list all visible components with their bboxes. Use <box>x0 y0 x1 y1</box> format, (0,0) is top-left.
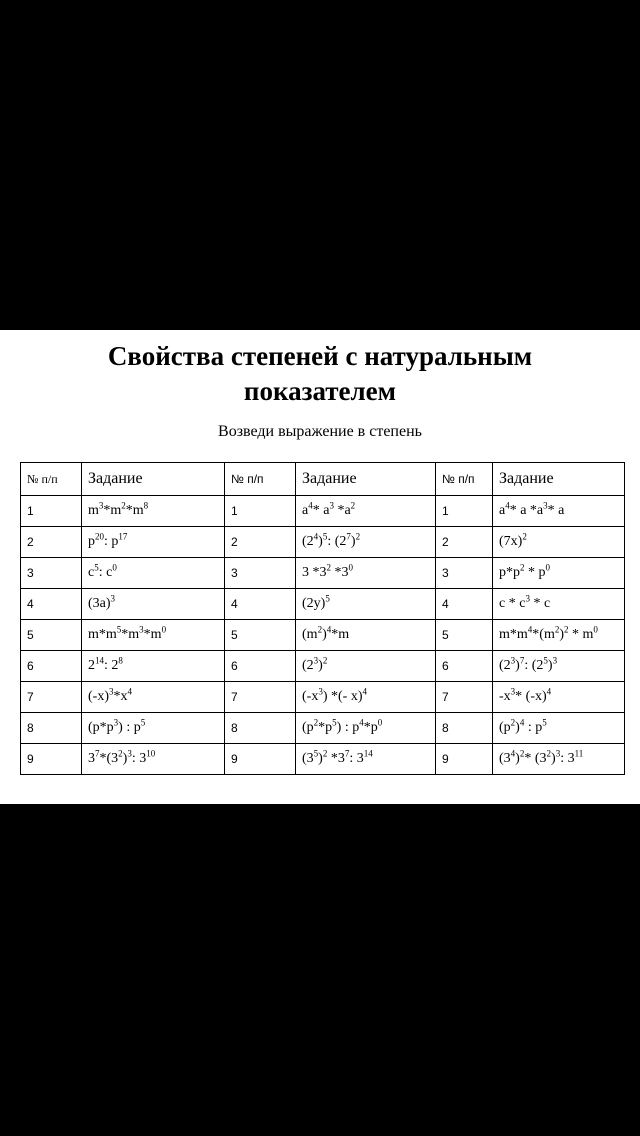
task-expression-cell: $(2^3)^7$: $(2^5)^3$ <box>493 651 625 682</box>
table-row <box>21 682 625 713</box>
task-expression-cell: $(7x)^2$ <box>493 527 625 558</box>
document-page <box>0 330 640 804</box>
table-header-row <box>21 463 625 496</box>
task-number-cell: 2 <box>21 527 82 558</box>
task-expression-cell: $m*m^4*(m^2)^2 * m^0$ <box>493 620 625 651</box>
task-expression-cell: $m*m^5*m^3*m^0$ <box>82 620 225 651</box>
task-number-cell: 6 <box>225 651 296 682</box>
table-row <box>21 527 625 558</box>
table-row <box>21 651 625 682</box>
task-number-cell: 7 <box>21 682 82 713</box>
task-expression-cell: $3^7*(3^2)^3$: $3^{10}$ <box>82 744 225 775</box>
task-number-cell: 3 <box>21 558 82 589</box>
task-number-cell: 7 <box>225 682 296 713</box>
page-title <box>0 330 640 409</box>
task-expression-cell: 3 $*3^2$ $*3^0$ <box>296 558 436 589</box>
task-number-cell: 8 <box>436 713 493 744</box>
task-number-cell: 2 <box>436 527 493 558</box>
table-row <box>21 558 625 589</box>
header-number-3: № п/п <box>436 463 493 496</box>
task-expression-cell: $(3a)^3$ <box>82 589 225 620</box>
task-number-cell: 1 <box>225 496 296 527</box>
task-number-cell: 8 <box>21 713 82 744</box>
task-number-cell: 8 <box>225 713 296 744</box>
task-number-cell: 6 <box>436 651 493 682</box>
task-number-cell: 5 <box>225 620 296 651</box>
header-task-3: Задание <box>493 463 625 496</box>
task-expression-cell: $p*p^2 * p^0$ <box>493 558 625 589</box>
task-number-cell: 9 <box>225 744 296 775</box>
task-number-cell: 2 <box>225 527 296 558</box>
header-task-2: Задание <box>296 463 436 496</box>
task-expression-cell: $2^{14}$: $2^8$ <box>82 651 225 682</box>
subtitle: Возведи выражение в степень <box>218 423 422 440</box>
title-line-2: показателем <box>243 376 397 406</box>
task-number-cell: 7 <box>436 682 493 713</box>
task-number-cell: 1 <box>436 496 493 527</box>
header-number-2: № п/п <box>225 463 296 496</box>
task-expression-cell: $(2^3)^2$ <box>296 651 436 682</box>
task-number-cell: 3 <box>225 558 296 589</box>
task-number-cell: 3 <box>436 558 493 589</box>
task-expression-cell: $a^4*$ a $*a^3*$ a <box>493 496 625 527</box>
task-expression-cell: $(3^5)^2$ $*3^7$: $3^{14}$ <box>296 744 436 775</box>
task-expression-cell: $(-x)^3*x^4$ <box>82 682 225 713</box>
task-expression-cell: $-x^3*$ $(-x)^4$ <box>493 682 625 713</box>
task-number-cell: 4 <box>21 589 82 620</box>
task-expression-cell: $(p^2)^4$ : $p^5$ <box>493 713 625 744</box>
task-number-cell: 6 <box>21 651 82 682</box>
header-number-1: № п/п <box>21 463 82 496</box>
task-number-cell: 9 <box>21 744 82 775</box>
exercise-table <box>20 462 625 775</box>
title-line-1: Свойства степеней с натуральным <box>107 341 533 371</box>
task-number-cell: 5 <box>436 620 493 651</box>
table-row <box>21 620 625 651</box>
task-number-cell: 4 <box>436 589 493 620</box>
task-expression-cell: c * $c^3$ * c <box>493 589 625 620</box>
task-expression-cell: $(-x^3)$ *(- x)$^4$ <box>296 682 436 713</box>
task-number-cell: 9 <box>436 744 493 775</box>
table-row <box>21 713 625 744</box>
task-expression-cell: $(p*p^3)$ : $p^5$ <box>82 713 225 744</box>
task-number-cell: 4 <box>225 589 296 620</box>
task-expression-cell: $a^4*$ $a^3$ $*a^2$ <box>296 496 436 527</box>
table-row <box>21 744 625 775</box>
task-expression-cell: $m^3*m^2*m^8$ <box>82 496 225 527</box>
task-expression-cell: $c^5$: $c^0$ <box>82 558 225 589</box>
task-expression-cell: $(p^2*p^5)$ : $p^4*p^0$ <box>296 713 436 744</box>
task-expression-cell: $(3^4)^2*$ $(3^2)^3$: $3^{11}$ <box>493 744 625 775</box>
table-row <box>21 496 625 527</box>
task-expression-cell: $p^{20}$: $p^{17}$ <box>82 527 225 558</box>
task-expression-cell: $(m^2)^4*m$ <box>296 620 436 651</box>
header-task-1: Задание <box>82 463 225 496</box>
task-expression-cell: $(2y)^5$ <box>296 589 436 620</box>
task-number-cell: 1 <box>21 496 82 527</box>
table-row <box>21 589 625 620</box>
table-body <box>21 496 625 775</box>
task-number-cell: 5 <box>21 620 82 651</box>
task-expression-cell: $(2^4)^5$: $(2^7)^2$ <box>296 527 436 558</box>
